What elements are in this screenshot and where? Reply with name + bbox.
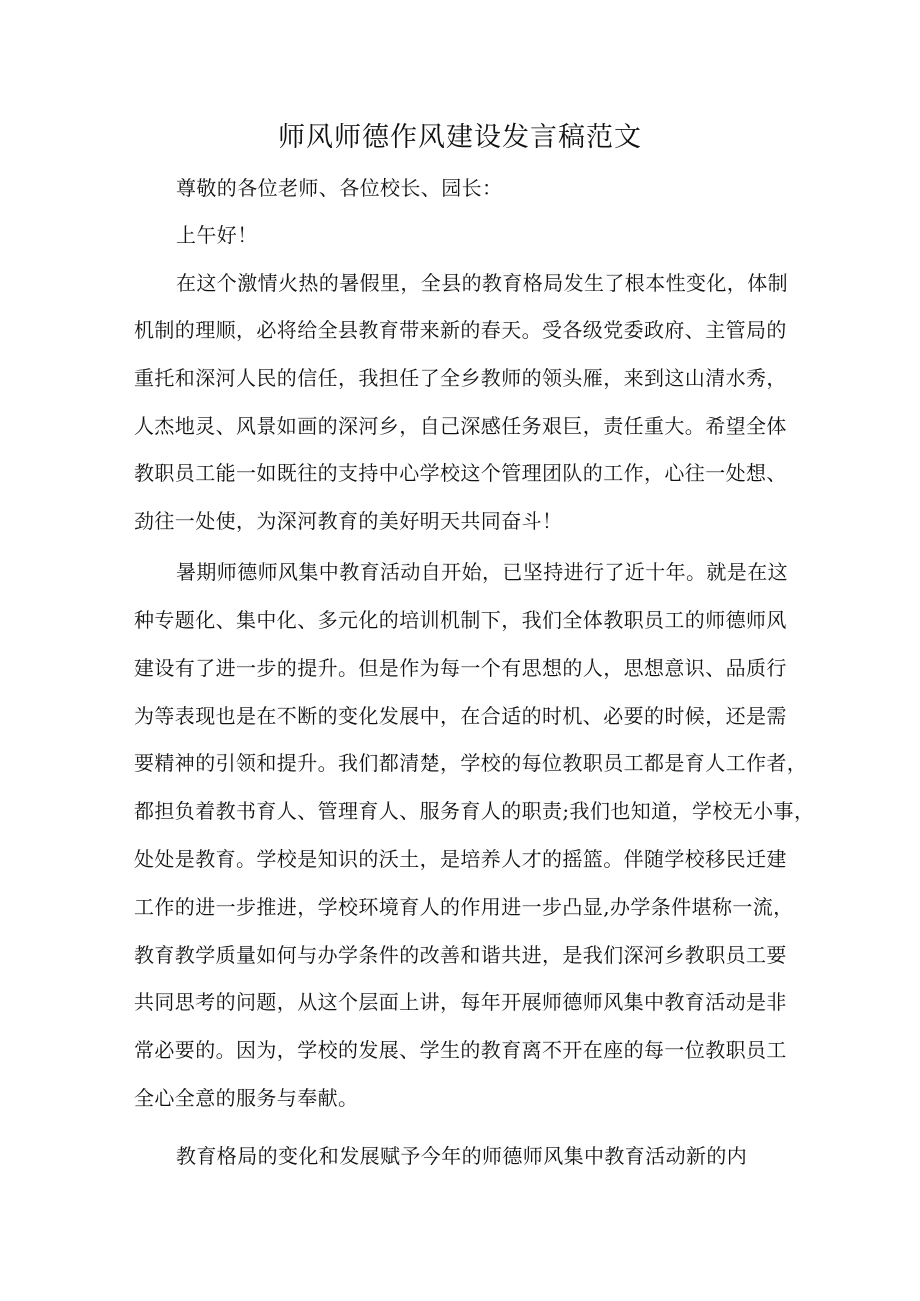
paragraph-line: 工作的进一步推进，学校环境育人的作用进一步凸显,办学条件堪称一流， xyxy=(134,895,794,919)
salutation: 尊敬的各位老师、各位校长、园长： xyxy=(176,176,503,200)
paragraph-line: 在这个激情火热的暑假里，全县的教育格局发生了根本性变化，体制 xyxy=(176,271,788,295)
paragraph-line: 劲往一处使，为深河教育的美好明天共同奋斗！ xyxy=(134,509,563,533)
paragraph-line: 为等表现也是在不断的变化发展中，在合适的时机、必要的时候，还是需 xyxy=(134,704,787,728)
document-title: 师风师德作风建设发言稿范文 xyxy=(278,122,642,153)
paragraph-line: 机制的理顺，必将给全县教育带来新的春天。受各级党委政府、主管局的 xyxy=(134,318,787,342)
greeting: 上午好！ xyxy=(176,223,258,247)
paragraph-line: 教育教学质量如何与办学条件的改善和谐共进，是我们深河乡教职员工要 xyxy=(134,943,787,967)
paragraph-line: 暑期师德师风集中教育活动自开始，已坚持进行了近十年。就是在这 xyxy=(176,560,788,584)
paragraph-line: 建设有了进一步的提升。但是作为每一个有思想的人，思想意识、品质行 xyxy=(134,656,787,680)
paragraph-line: 全心全意的服务与奉献。 xyxy=(134,1086,359,1110)
paragraph-line: 要精神的引领和提升。我们都清楚，学校的每位教职员工都是育人工作者， xyxy=(134,751,808,775)
paragraph-line: 都担负着教书育人、管理育人、服务育人的职责;我们也知道，学校无小事， xyxy=(134,799,815,823)
paragraph-line: 种专题化、集中化、多元化的培训机制下，我们全体教职员工的师德师风 xyxy=(134,608,787,632)
paragraph-line: 重托和深河人民的信任，我担任了全乡教师的领头雁，来到这山清水秀， xyxy=(134,366,787,390)
paragraph-line: 处处是教育。学校是知识的沃土，是培养人才的摇篮。伴随学校移民迁建 xyxy=(134,847,787,871)
paragraph-line: 共同思考的问题，从这个层面上讲，每年开展师德师风集中教育活动是非 xyxy=(134,990,787,1014)
paragraph-line: 人杰地灵、风景如画的深河乡，自己深感任务艰巨，责任重大。希望全体 xyxy=(134,414,787,438)
paragraph-line: 常必要的。因为，学校的发展、学生的教育离不开在座的每一位教职员工 xyxy=(134,1038,787,1062)
paragraph-line: 教育格局的变化和发展赋予今年的师德师风集中教育活动新的内 xyxy=(176,1144,748,1168)
paragraph-line: 教职员工能一如既往的支持中心学校这个管理团队的工作，心往一处想、 xyxy=(134,461,787,485)
